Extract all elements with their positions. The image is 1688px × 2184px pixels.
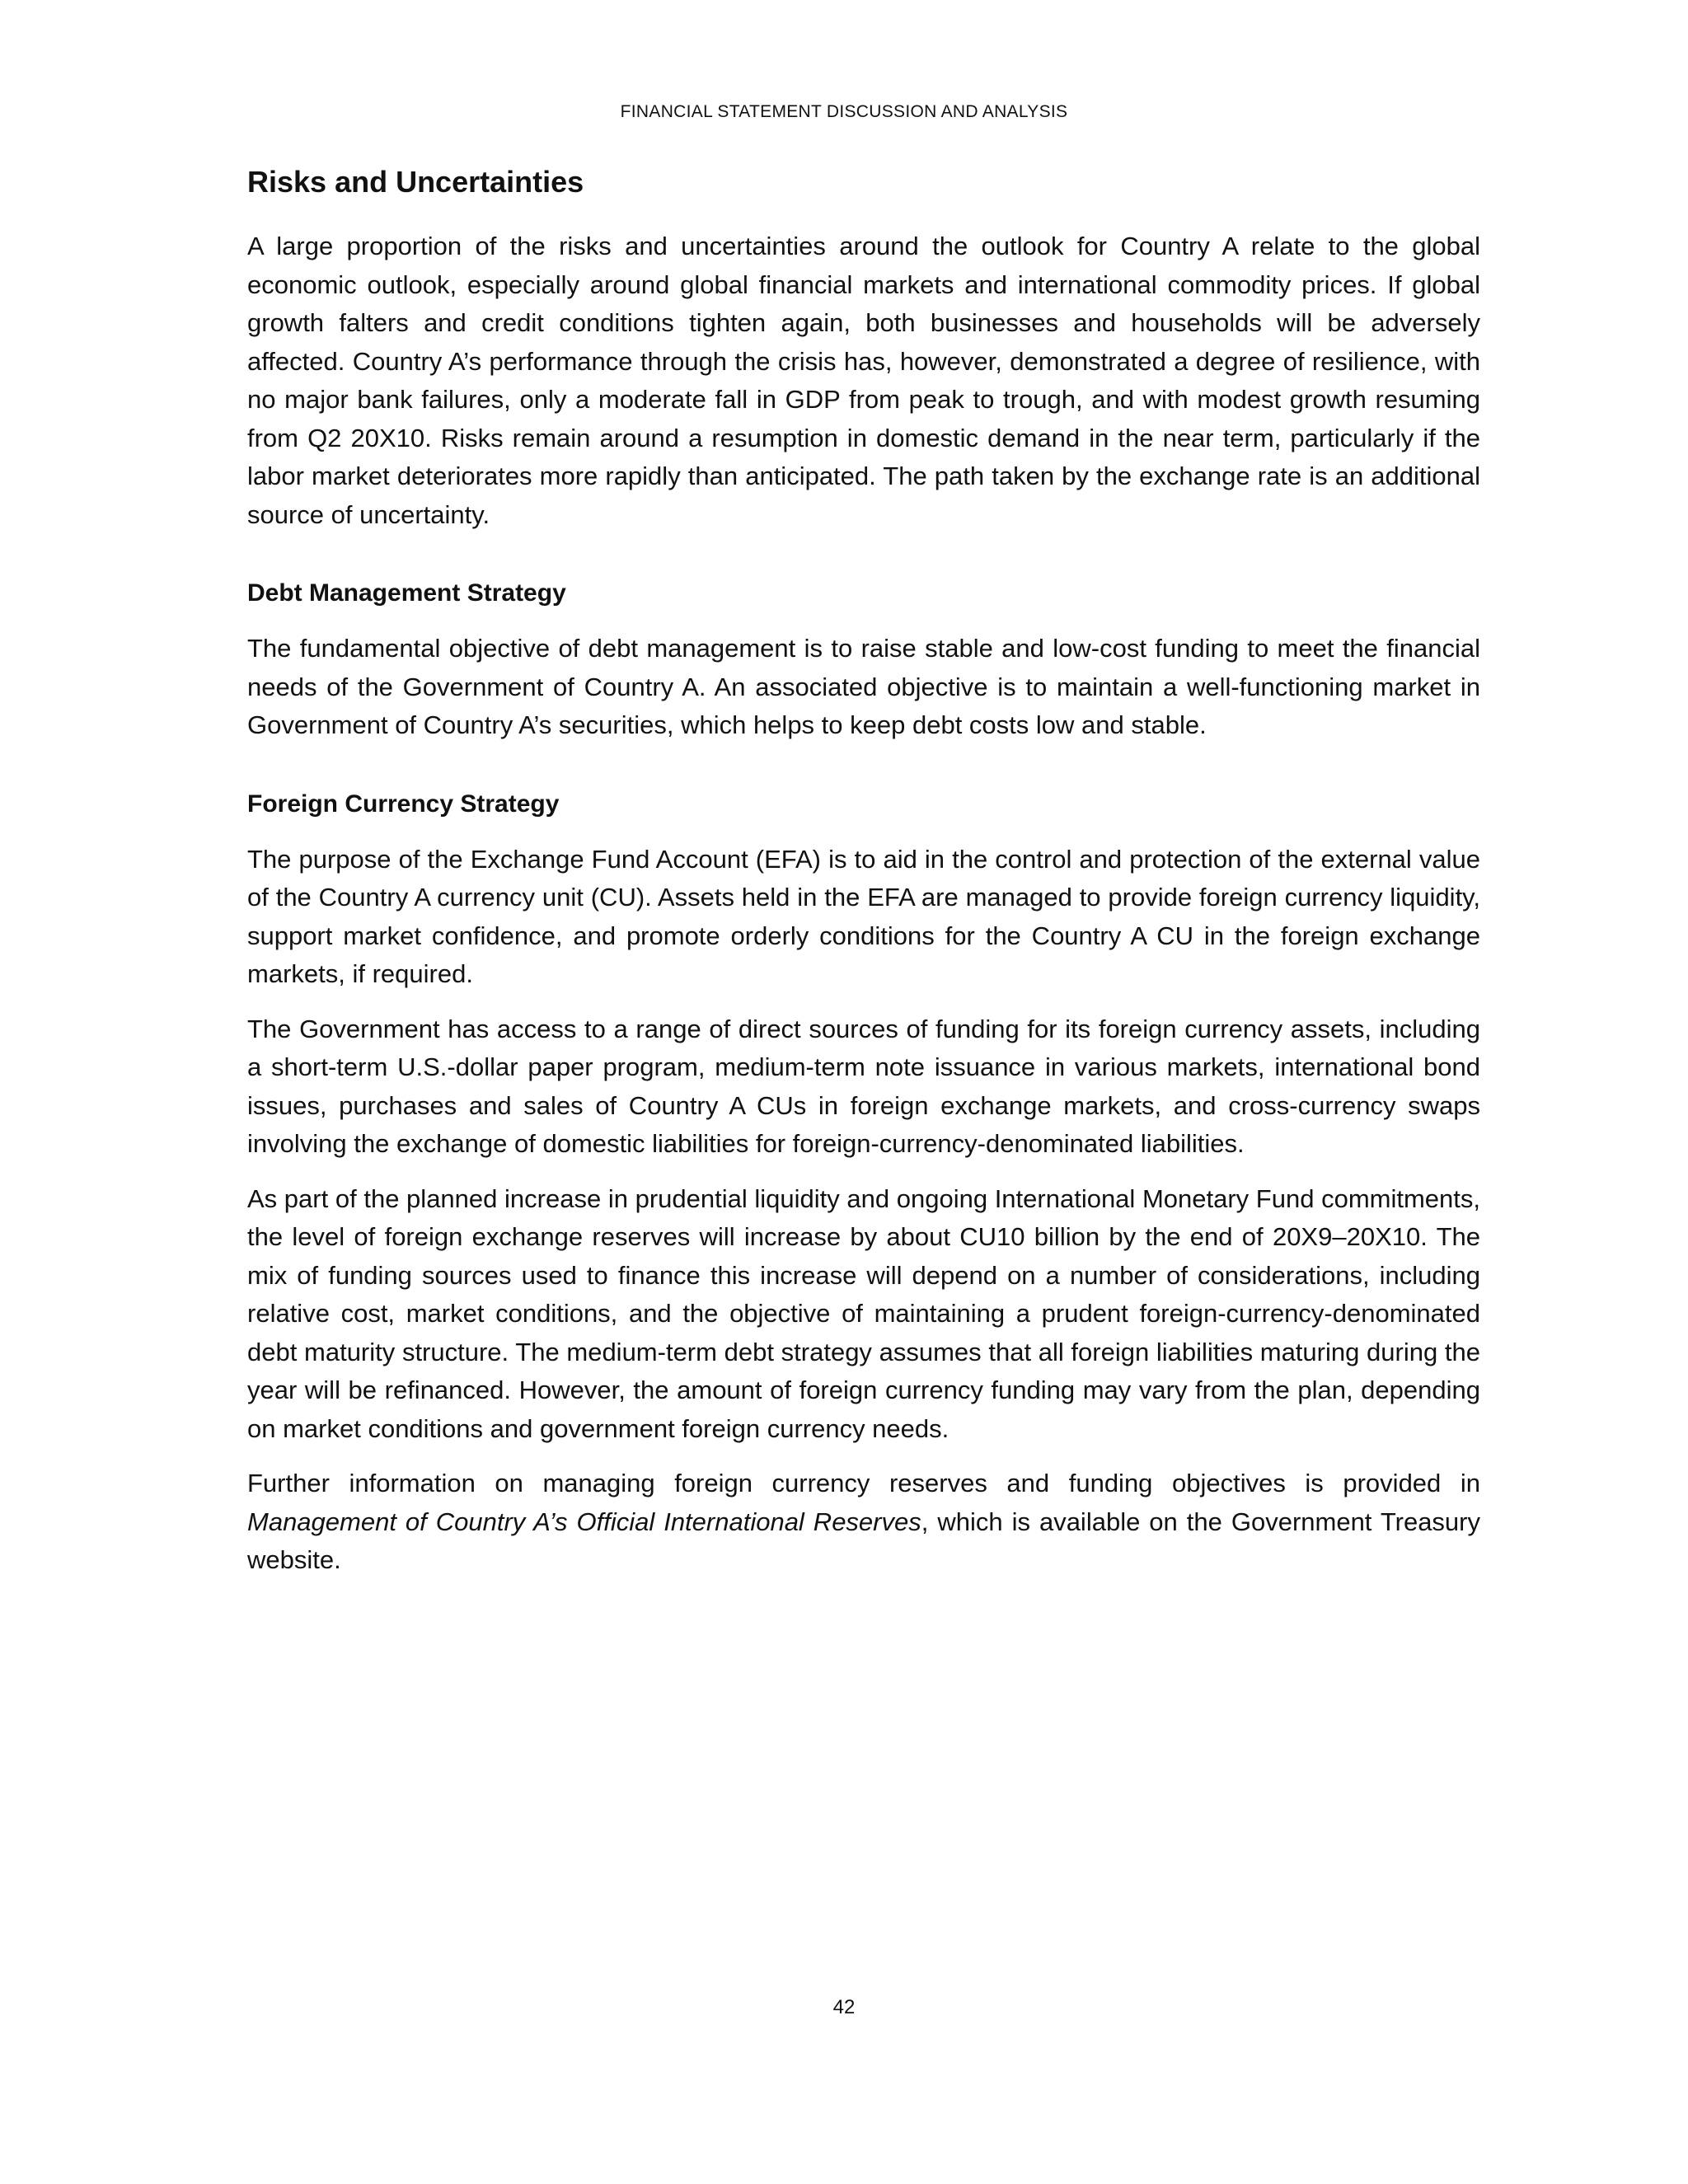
running-header: FINANCIAL STATEMENT DISCUSSION AND ANALYSIS <box>620 102 1068 121</box>
section-heading-risks: Risks and Uncertainties <box>247 165 584 199</box>
debt-management-paragraph: The fundamental objective of debt management is to raise stable and low-cost funding to meet the financial needs of the Government of Country A. An associated objective is to maintain a well-functioning market in Government of Country A’s securities, which helps to keep debt costs low and stable. <box>247 634 1480 739</box>
paragraph-4-lead: Further information on managing foreign currency reserves and funding objectives is provided in <box>247 1469 1480 1497</box>
paragraph-4-tail: , which is available on the Government Treasury website. <box>247 1507 1480 1574</box>
reserves-publication-title: Management of Country A’s Official International Reserves <box>247 1507 921 1536</box>
section-heading-debt-management: Debt Management Strategy <box>247 579 566 607</box>
foreign-currency-paragraph-4 <box>247 1465 1480 1580</box>
section-heading-foreign-currency: Foreign Currency Strategy <box>247 790 560 818</box>
risks-paragraph: A large proportion of the risks and uncertainties around the outlook for Country A relate to the global economic outlook, especially around global financial markets and international commodity prices. If global growth falters and credit conditions tighten again, both businesses and households will be adversely affected. Country A’s performance through the crisis has, however, demonstrated a degree of resilience, with no major bank failures, only a moderate fall in GDP from peak to trough, and with modest growth resuming from Q2 20X10. Risks remain around a resumption in domestic demand in the near term, particularly if the labor market deteriorates more rapidly than anticipated. The path taken by the exchange rate is an additional source of uncertainty. <box>247 232 1480 529</box>
foreign-currency-paragraph-1: The purpose of the Exchange Fund Account (EFA) is to aid in the control and protection of the external value of the Country A currency unit (CU). Assets held in the EFA are managed to provide foreign currency liquidity, support market confidence, and promote orderly conditions for the Country A CU in the foreign exchange markets, if required. <box>247 844 1480 988</box>
page-content <box>247 158 1480 1596</box>
foreign-currency-paragraph-2: The Government has access to a range of direct sources of funding for its foreign currency assets, including a short-term U.S.-dollar paper program, medium-term note issuance in various markets, international bond issues, purchases and sales of Country A CUs in foreign exchange markets, and cross-currency swaps involving the exchange of domestic liabilities for foreign-currency-denominated liabilities. <box>247 1014 1480 1158</box>
page-number: 42 <box>832 1996 856 2018</box>
foreign-currency-paragraph-3: As part of the planned increase in prudential liquidity and ongoing International Monetary Fund commitments, the level of foreign exchange reserves will increase by about CU10 billion by the end of 20X9–20X10. The mix of funding sources used to finance this increase will depend on a number of considerations, including relative cost, market conditions, and the objective of maintaining a prudent foreign-currency-denominated debt maturity structure. The medium-term debt strategy assumes that all foreign liabilities maturing during the year will be refinanced. However, the amount of foreign currency funding may vary from the plan, depending on market conditions and government foreign currency needs. <box>247 1183 1480 1443</box>
